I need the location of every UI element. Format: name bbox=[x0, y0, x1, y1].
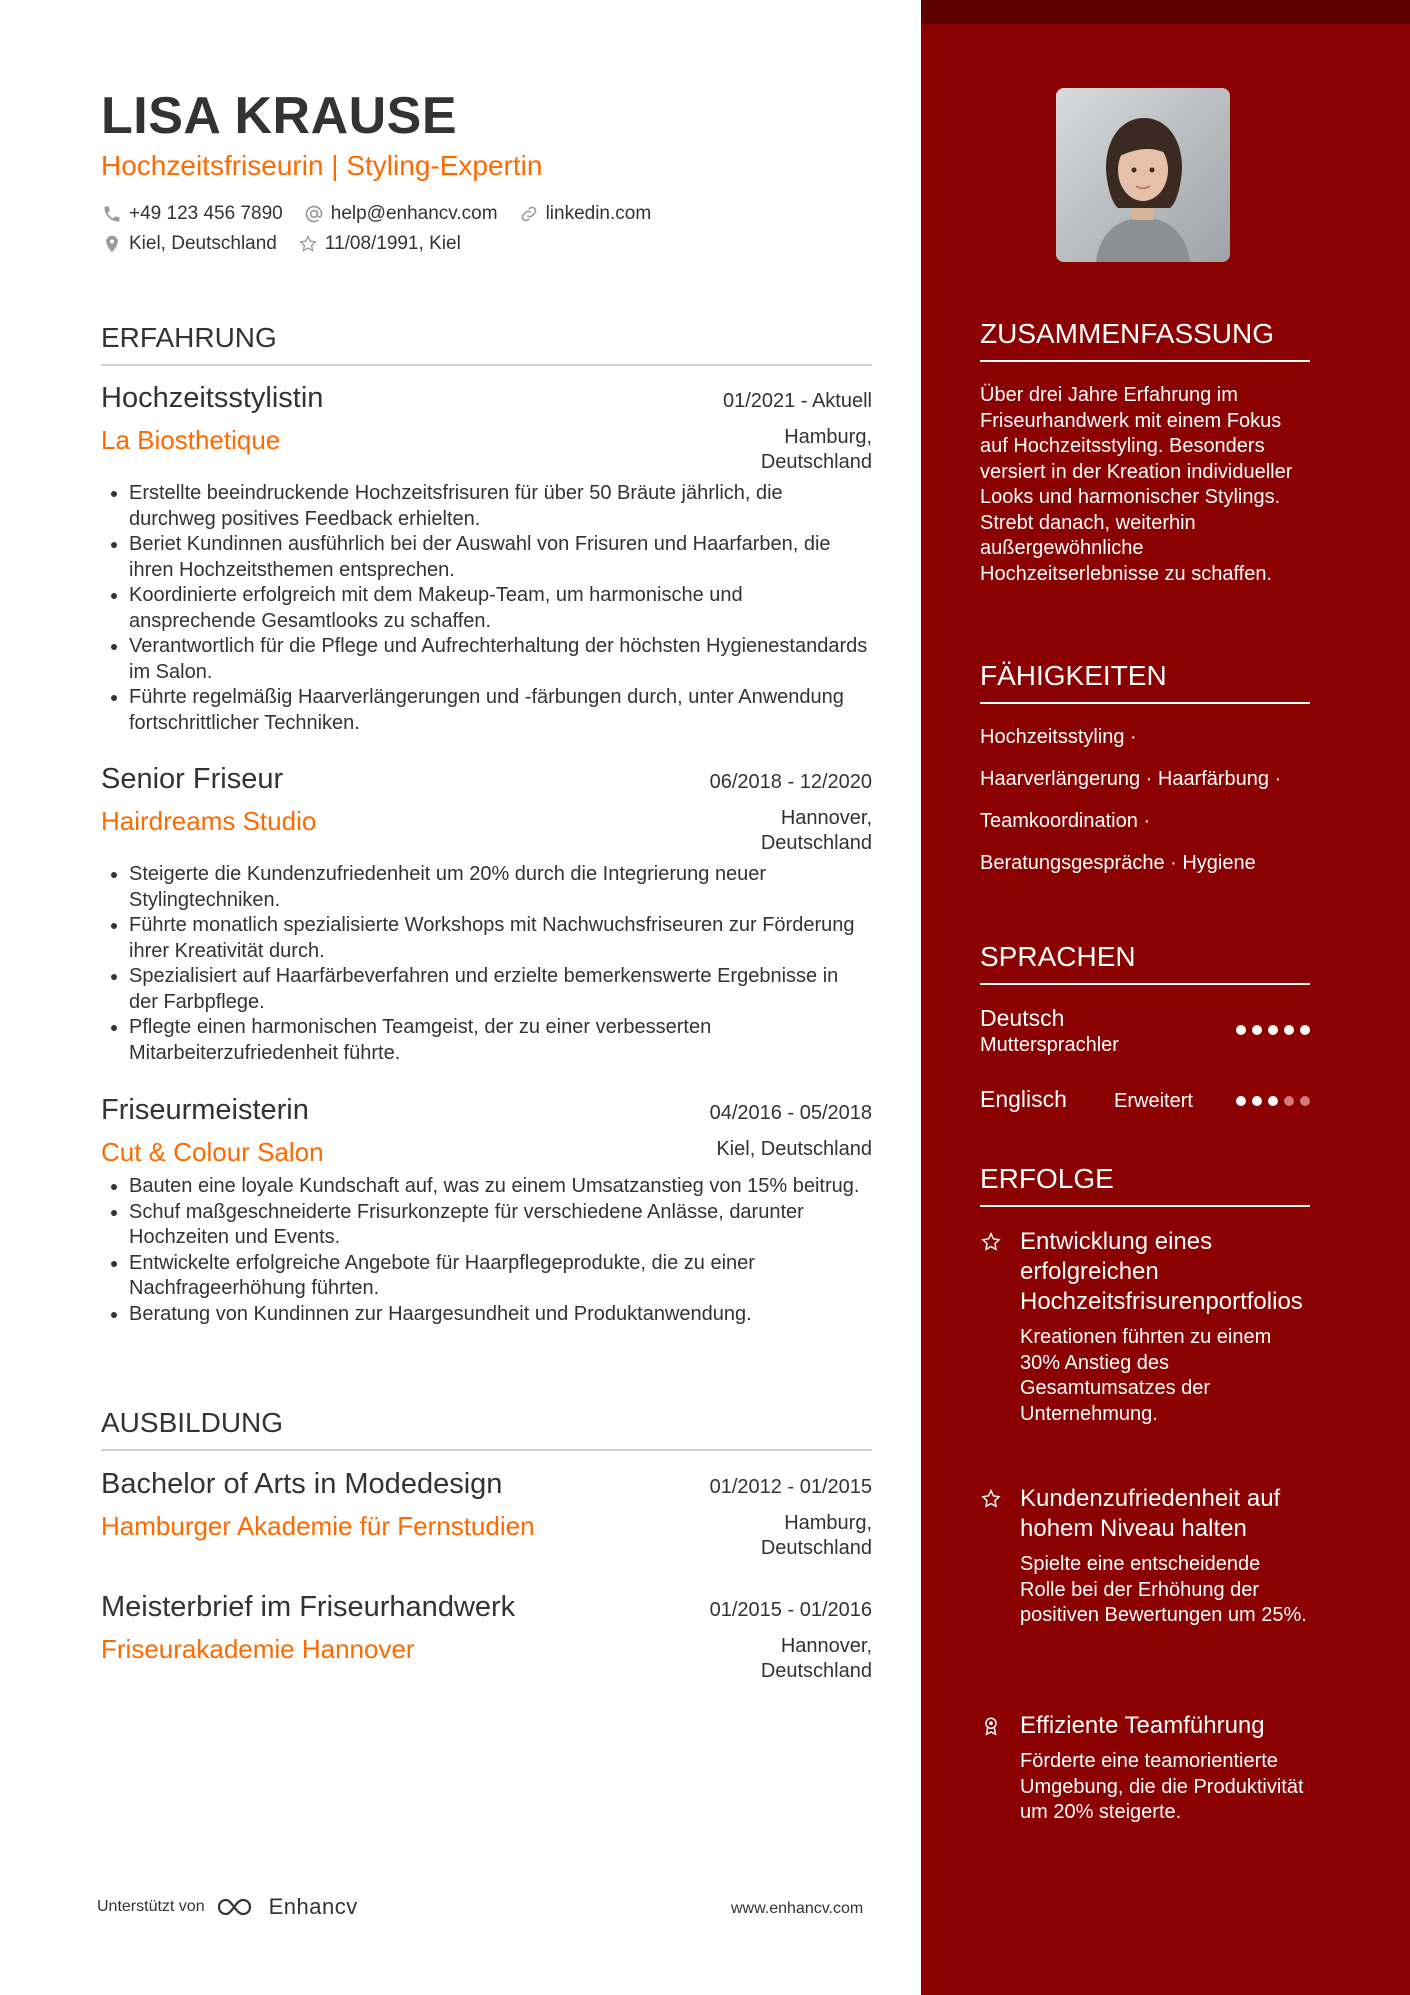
summary-heading: ZUSAMMENFASSUNG bbox=[980, 318, 1310, 362]
contact-phone bbox=[101, 203, 283, 225]
job-entry bbox=[101, 763, 872, 1066]
job-bullets bbox=[101, 481, 872, 736]
language-rating bbox=[1236, 1096, 1310, 1106]
language-item bbox=[980, 1005, 1310, 1065]
rating-dot bbox=[1252, 1096, 1262, 1106]
footer-powered-by bbox=[97, 1894, 358, 1920]
list-item: • Bauten eine loyale Kundschaft auf, was zu einem Umsatzanstieg von 15% beitrug. bbox=[129, 1174, 872, 1200]
skills-heading: FÄHIGKEITEN bbox=[980, 660, 1310, 704]
language-name: Englisch bbox=[980, 1086, 1067, 1112]
language-level: Muttersprachler bbox=[980, 1034, 1119, 1056]
job-entry bbox=[101, 382, 872, 736]
rating-dot bbox=[1300, 1096, 1310, 1106]
profile-photo bbox=[1056, 88, 1230, 262]
sidebar bbox=[921, 0, 1410, 1995]
phone-icon bbox=[101, 203, 123, 225]
school: Hamburger Akademie für Fernstudien bbox=[101, 1511, 535, 1541]
achievement-item bbox=[980, 1484, 1310, 1629]
phone-text[interactable]: +49 123 456 7890 bbox=[129, 203, 283, 224]
contact-location bbox=[101, 233, 277, 255]
achievements-heading: ERFOLGE bbox=[980, 1163, 1310, 1207]
enhancv-logo-icon[interactable] bbox=[215, 1894, 358, 1920]
degree: Meisterbrief im Friseurhandwerk bbox=[101, 1591, 516, 1623]
skill-line: Beratungsgespräche · Hygiene bbox=[980, 852, 1256, 874]
job-location: Hannover, Deutschland bbox=[760, 807, 872, 854]
list-item: • Entwickelte erfolgreiche Angebote für Haarpflegeprodukte, die zu einer Nachfrageerhöhung führten. bbox=[129, 1251, 872, 1302]
achievement-title: Kundenzufriedenheit auf hohem Niveau halten bbox=[1020, 1485, 1281, 1542]
rating-dot bbox=[1236, 1096, 1246, 1106]
experience-heading: ERFAHRUNG bbox=[101, 322, 872, 366]
skill-line: Haarverlängerung · Haarfärbung · bbox=[980, 768, 1282, 790]
footer-url[interactable]: www.enhancv.com bbox=[731, 1900, 864, 1917]
location-text: Kiel, Deutschland bbox=[129, 233, 277, 254]
list-item: • Steigerte die Kundenzufriedenheit um 20% durch die Integrierung neuer Stylingtechniken. bbox=[129, 862, 872, 913]
list-item: • Spezialisiert auf Haarfärbeverfahren und erzielte bemerkenswerte Ergebnisse in der Farbpflege. bbox=[129, 964, 872, 1015]
job-role: Friseurmeisterin bbox=[101, 1094, 309, 1126]
language-item bbox=[980, 1086, 1310, 1122]
star-icon bbox=[980, 1231, 1002, 1253]
language-rating bbox=[1236, 1025, 1310, 1035]
star-icon bbox=[297, 233, 319, 255]
achievement-item bbox=[980, 1227, 1310, 1427]
achievement-desc: Förderte eine teamorientierte Umgebung, die die Produktivität um 20% steigerte. bbox=[1020, 1750, 1304, 1823]
rating-dot bbox=[1268, 1096, 1278, 1106]
job-company: La Biosthetique bbox=[101, 425, 281, 455]
linkedin-text[interactable]: linkedin.com bbox=[545, 203, 652, 224]
achievement-desc: Spielte eine entscheidende Rolle bei der Erhöhung der positiven Bewertungen um 25%. bbox=[1020, 1553, 1307, 1626]
list-item: • Pflegte einen harmonischen Teamgeist, der zu einer verbesserten Mitarbeiterzufriedenheit führte. bbox=[129, 1015, 872, 1066]
education-location: Hannover, Deutschland bbox=[760, 1635, 872, 1682]
education-location: Hamburg, Deutschland bbox=[760, 1512, 872, 1559]
job-role: Hochzeitsstylistin bbox=[101, 382, 324, 414]
list-item: • Verantwortlich für die Pflege und Aufrechterhaltung der höchsten Hygienestandards im Salon. bbox=[129, 634, 872, 685]
contact-birth bbox=[297, 233, 461, 255]
powered-by-text: Unterstützt von bbox=[97, 1898, 205, 1915]
award-icon bbox=[980, 1715, 1002, 1737]
contact-row-2 bbox=[101, 233, 481, 255]
education-entry bbox=[101, 1468, 872, 1561]
star-icon bbox=[980, 1488, 1002, 1510]
achievement-title: Effiziente Teamführung bbox=[1020, 1712, 1265, 1739]
rating-dot bbox=[1236, 1025, 1246, 1035]
language-level: Erweitert bbox=[1114, 1090, 1193, 1112]
skill-line: Hochzeitsstyling · bbox=[980, 726, 1137, 748]
candidate-title: Hochzeitsfriseurin | Styling-Expertin bbox=[101, 150, 543, 181]
list-item: • Führte monatlich spezialisierte Workshops mit Nachwuchsfriseuren zur Förderung ihrer Kreativität durch. bbox=[129, 913, 872, 964]
job-entry bbox=[101, 1094, 872, 1327]
candidate-name: LISA KRAUSE bbox=[101, 87, 458, 145]
job-location: Hamburg, Deutschland bbox=[760, 426, 872, 473]
education-date: 01/2015 - 01/2016 bbox=[709, 1599, 872, 1621]
rating-dot bbox=[1284, 1096, 1294, 1106]
job-company: Hairdreams Studio bbox=[101, 806, 317, 836]
rating-dot bbox=[1268, 1025, 1278, 1035]
location-pin-icon bbox=[101, 233, 123, 255]
education-entry bbox=[101, 1591, 872, 1684]
email-text[interactable]: help@enhancv.com bbox=[330, 203, 498, 224]
contact-row-1 bbox=[101, 203, 671, 225]
enhancv-brand-text: Enhancv bbox=[268, 1894, 358, 1919]
achievement-item bbox=[980, 1711, 1310, 1826]
rating-dot bbox=[1300, 1025, 1310, 1035]
link-icon bbox=[518, 203, 540, 225]
languages-heading: SPRACHEN bbox=[980, 941, 1310, 985]
list-item: • Koordinierte erfolgreich mit dem Makeup-Team, um harmonische und ansprechende Gesamtlooks zu schaffen. bbox=[129, 583, 872, 634]
job-date: 06/2018 - 12/2020 bbox=[709, 771, 872, 793]
job-location: Kiel, Deutschland bbox=[716, 1138, 872, 1160]
job-bullets bbox=[101, 1174, 872, 1327]
school: Friseurakademie Hannover bbox=[101, 1634, 415, 1664]
sidebar-topbar bbox=[921, 0, 1410, 24]
achievement-desc: Kreationen führten zu einem 30% Anstieg des Gesamtumsatzes der Unternehmung. bbox=[1020, 1326, 1272, 1425]
job-company: Cut & Colour Salon bbox=[101, 1137, 324, 1167]
degree: Bachelor of Arts in Modedesign bbox=[101, 1468, 503, 1500]
summary-text: Über drei Jahre Erfahrung im Friseurhandwerk mit einem Fokus auf Hochzeitsstyling. Besonders versiert in der Kreation individueller Looks und harmonischer Stylings. Strebt danach, weiterhin außergewöhnliche Hochzeitserlebnisse zu schaffen. bbox=[980, 384, 1293, 585]
job-date: 04/2016 - 05/2018 bbox=[709, 1102, 872, 1124]
list-item: • Führte regelmäßig Haarverlängerungen und -färbungen durch, unter Anwendung fortschrittlicher Techniken. bbox=[129, 685, 872, 736]
avatar-illustration-icon bbox=[1056, 88, 1230, 262]
list-item: • Beriet Kundinnen ausführlich bei der Auswahl von Frisuren und Haarfarben, die ihren Hochzeitsthemen entsprechen. bbox=[129, 532, 872, 583]
list-item: • Schuf maßgeschneiderte Frisurkonzepte für verschiedene Anlässe, darunter Hochzeiten und Events. bbox=[129, 1200, 872, 1251]
language-name: Deutsch bbox=[980, 1005, 1065, 1031]
at-icon bbox=[303, 203, 325, 225]
contact-email bbox=[303, 203, 498, 225]
education-date: 01/2012 - 01/2015 bbox=[709, 1476, 872, 1498]
birth-text: 11/08/1991, Kiel bbox=[324, 233, 461, 254]
job-date: 01/2021 - Aktuell bbox=[723, 390, 872, 412]
job-role: Senior Friseur bbox=[101, 763, 284, 795]
contact-linkedin bbox=[518, 203, 652, 225]
list-item: • Erstellte beeindruckende Hochzeitsfrisuren für über 50 Bräute jährlich, die durchweg positives Feedback erhielten. bbox=[129, 481, 872, 532]
rating-dot bbox=[1284, 1025, 1294, 1035]
rating-dot bbox=[1252, 1025, 1262, 1035]
skill-line: Teamkoordination · bbox=[980, 810, 1151, 832]
achievement-title: Entwicklung eines erfolgreichen Hochzeitsfrisurenportfolios bbox=[1020, 1228, 1303, 1315]
education-heading: AUSBILDUNG bbox=[101, 1407, 872, 1451]
list-item: • Beratung von Kundinnen zur Haargesundheit und Produktanwendung. bbox=[129, 1302, 872, 1328]
job-bullets bbox=[101, 862, 872, 1066]
